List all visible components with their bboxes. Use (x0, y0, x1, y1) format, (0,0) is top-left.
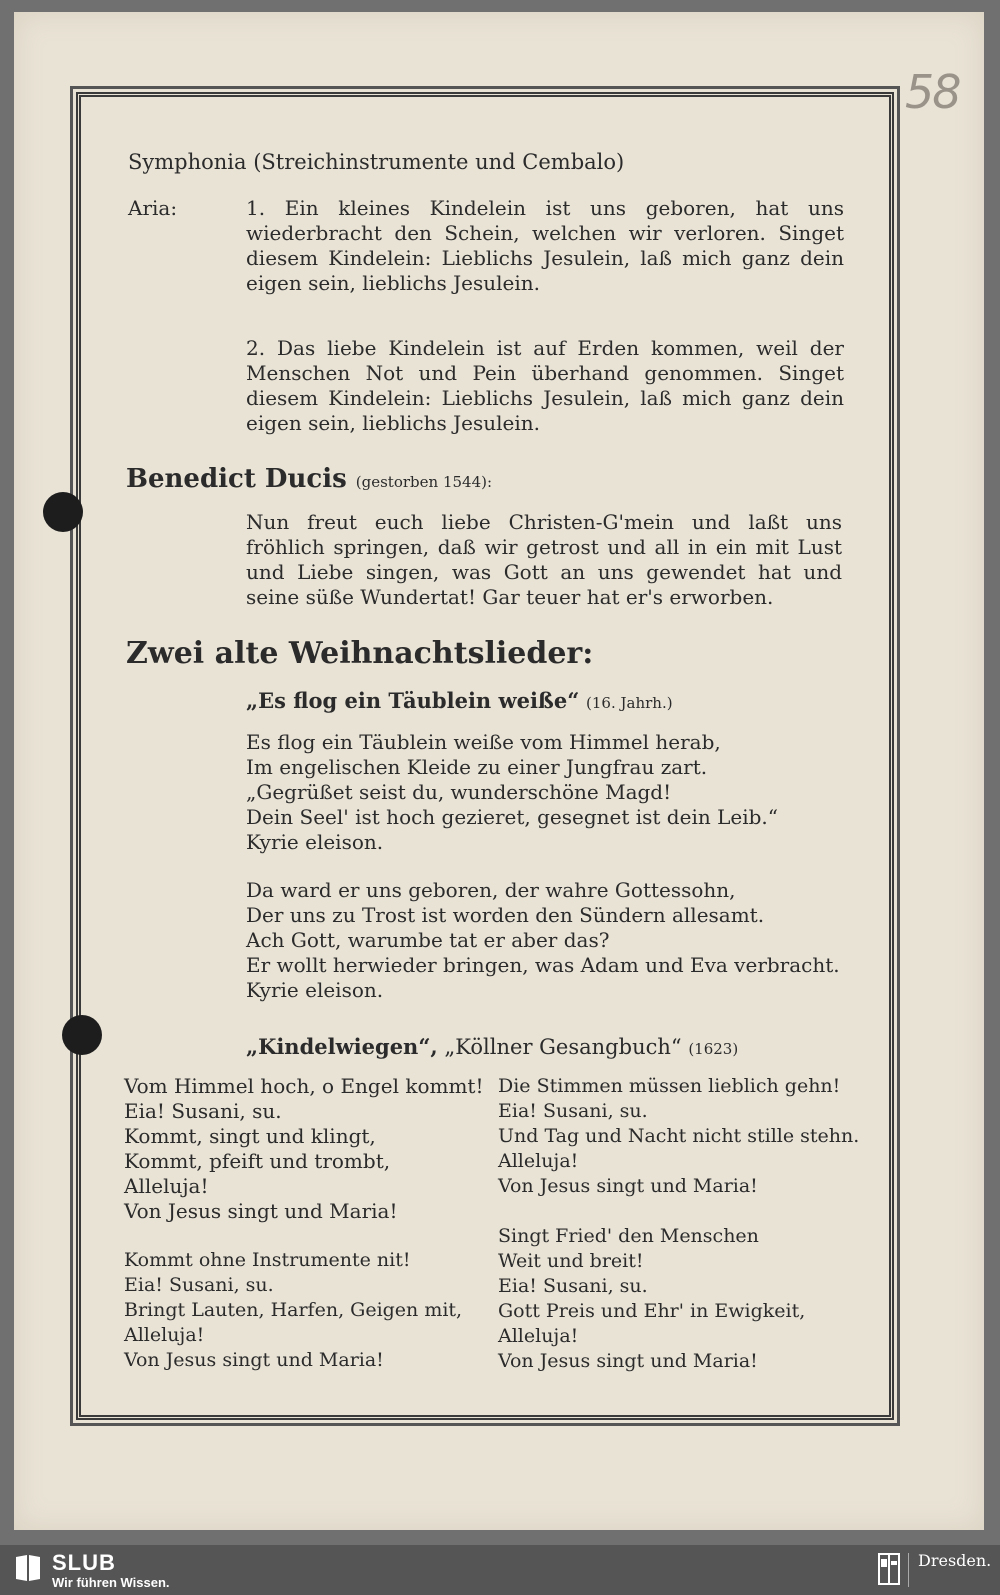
ducis-name: Benedict Ducis (126, 464, 347, 494)
verse-line: Von Jesus singt und Maria! (124, 1199, 398, 1223)
verse-line: Dein Seel' ist hoch gezieret, gesegnet ist dein Leib.“ (246, 805, 778, 829)
song1-stanza-1 (246, 730, 778, 855)
slub-logo-text[interactable]: SLUB (52, 1550, 116, 1575)
song2-left-stanza-1 (124, 1074, 483, 1224)
verse-line: Kommt, singt und klingt, (124, 1124, 376, 1148)
verse-line: Kyrie eleison. (246, 978, 384, 1002)
verse-line: „Gegrüßet seist du, wunderschöne Magd! (246, 780, 672, 804)
song2-left-stanza-2 (124, 1248, 462, 1373)
verse-line: Die Stimmen müssen lieblich gehn! (498, 1075, 841, 1097)
aria-label: Aria: (128, 196, 178, 220)
song2-right-stanza-1 (498, 1074, 859, 1199)
verse-line: Alleluja! (124, 1324, 205, 1346)
verse-line: Von Jesus singt und Maria! (498, 1175, 758, 1197)
verse-line: Kommt, pfeift und trombt, (124, 1149, 391, 1173)
song2-source: „Köllner Gesangbuch“ (444, 1035, 682, 1059)
verse-line: Alleluja! (124, 1174, 209, 1198)
verse-line: Alleluja! (498, 1150, 579, 1172)
verse-line: Der uns zu Trost ist worden den Sündern allesamt. (246, 903, 765, 927)
verse-line: Eia! Susani, su. (124, 1274, 274, 1296)
verse-line: Es flog ein Täublein weiße vom Himmel herab, (246, 730, 721, 754)
handwritten-page-number: 58 (905, 65, 960, 119)
footer-divider (908, 1553, 909, 1587)
song1-title: „Es flog ein Täublein weiße“ (246, 688, 580, 713)
song1-note: (16. Jahrh.) (586, 694, 673, 712)
verse-line: Im engelischen Kleide zu einer Jungfrau zart. (246, 755, 708, 779)
verse-line: Singt Fried' den Menschen (498, 1225, 759, 1247)
aria-verse-1: 1. Ein kleines Kindelein ist uns geboren, hat uns wiederbracht den Schein, welchen wir verloren. Singet diesem Kindelein: Lieblichs Jesulein, laß mich ganz dein eigen sein, lieblichs Jesulein. (246, 196, 844, 295)
verse-line: Gott Preis und Ehr' in Ewigkeit, (498, 1300, 806, 1322)
song2-year: (1623) (688, 1040, 739, 1058)
verse-line: Weit und breit! (498, 1250, 644, 1272)
verse-line: Eia! Susani, su. (498, 1100, 648, 1122)
verse-line: Kyrie eleison. (246, 830, 384, 854)
dresden-logo-text[interactable]: Dresden. (918, 1551, 992, 1570)
verse-line: Und Tag und Nacht nicht stille stehn. (498, 1125, 860, 1147)
verse-line: Bringt Lauten, Harfen, Geigen mit, (124, 1299, 463, 1321)
song2-title: „Kindelwiegen“, (246, 1034, 438, 1059)
song2-right-stanza-2 (498, 1224, 805, 1374)
verse-line: Von Jesus singt und Maria! (124, 1349, 384, 1371)
verse-line: Er wollt herwieder bringen, was Adam und Eva verbracht. (246, 953, 840, 977)
aria-verse-2: 2. Das liebe Kindelein ist auf Erden kommen, weil der Menschen Not und Pein überhand genommen. Singet diesem Kindelein: Lieblichs Jesulein, laß mich ganz dein eigen sein, lieblichs Jesulein. (246, 336, 844, 435)
dresden-crest-icon (878, 1553, 900, 1585)
verse-line: Eia! Susani, su. (124, 1099, 282, 1123)
song1-heading (246, 688, 673, 713)
punch-hole-bottom (62, 1015, 102, 1055)
verse-line: Alleluja! (498, 1325, 579, 1347)
punch-hole-top (43, 492, 83, 532)
verse-line: Eia! Susani, su. (498, 1275, 648, 1297)
symphonia-line: Symphonia (Streichinstrumente und Cembalo) (128, 150, 625, 174)
song2-heading (246, 1034, 738, 1059)
weihnacht-heading: Zwei alte Weihnachtslieder: (126, 636, 594, 671)
verse-line: Da ward er uns geboren, der wahre Gottessohn, (246, 878, 736, 902)
book-icon (14, 1553, 42, 1583)
slub-tagline: Wir führen Wissen. (52, 1575, 170, 1590)
ducis-heading (126, 464, 492, 494)
verse-line: Ach Gott, warumbe tat er aber das? (246, 928, 610, 952)
song1-stanza-2 (246, 878, 840, 1003)
verse-line: Vom Himmel hoch, o Engel kommt! (124, 1074, 484, 1098)
slub-footer-bar (0, 1545, 1000, 1595)
ducis-text: Nun freut euch liebe Christen-G'mein und laßt uns fröhlich springen, daß wir getrost und all in ein mit Lust und Liebe singen, was Gott an uns gewendet hat und seine süße Wundertat! Gar teuer hat er's erworben. (246, 510, 842, 609)
ducis-note: (gestorben 1544): (355, 473, 493, 491)
verse-line: Von Jesus singt und Maria! (498, 1350, 758, 1372)
verse-line: Kommt ohne Instrumente nit! (124, 1249, 411, 1271)
